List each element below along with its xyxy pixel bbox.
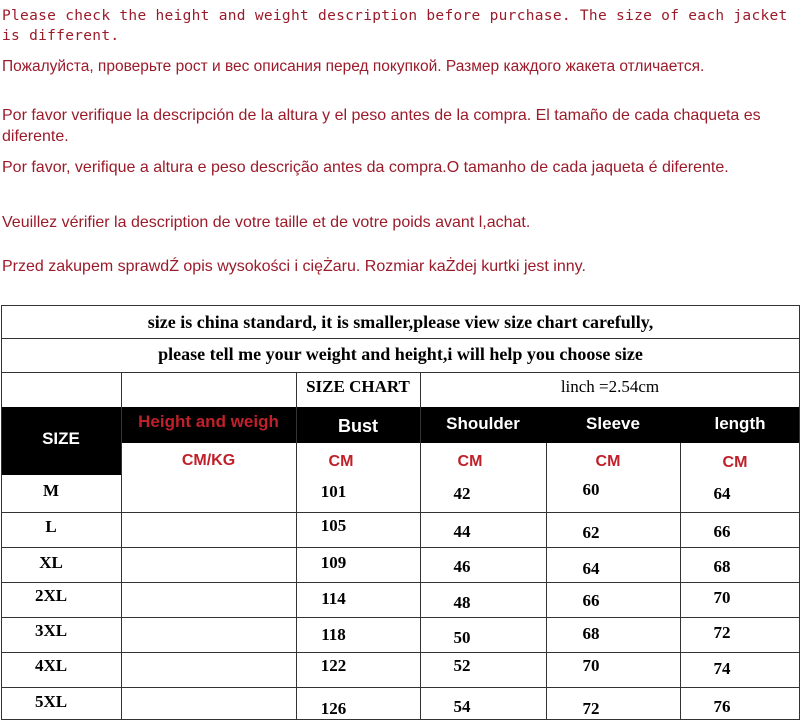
cell-shoulder: 46 (453, 557, 471, 576)
cell-length: 64 (713, 484, 731, 503)
header-height-weight-unit: CM/KG (181, 452, 236, 469)
purchase-notice (0, 0, 801, 300)
cell-size: 4XL (34, 656, 68, 675)
cell-sleeve: 62 (582, 523, 600, 542)
cell-length: 68 (713, 557, 731, 576)
cell-length: 66 (713, 522, 731, 541)
row-divider (1, 652, 800, 653)
cell-shoulder: 42 (453, 484, 471, 503)
cell-shoulder: 54 (453, 697, 471, 716)
cell-length: 76 (713, 697, 731, 716)
inch-conversion-note: linch =2.54cm (560, 377, 660, 396)
row-divider (1, 687, 800, 688)
row-divider (1, 547, 800, 548)
cell-shoulder: 50 (453, 628, 471, 647)
cell-bust: 126 (320, 699, 347, 718)
cell-size: M (42, 481, 60, 500)
cell-length: 72 (713, 623, 731, 642)
cell-length: 70 (713, 588, 731, 607)
cell-bust: 109 (320, 553, 347, 572)
cell-size: 5XL (34, 692, 68, 711)
notice-spanish: Por favor verifique la descripción de la altura y el peso antes de la compra. El tamaño de cada chaqueta es diferente. (2, 107, 766, 145)
cell-shoulder: 52 (453, 656, 471, 675)
cell-shoulder: 48 (453, 593, 471, 612)
header-shoulder-unit: CM (457, 453, 483, 470)
cell-length: 74 (713, 659, 731, 678)
header-bust-unit: CM (328, 453, 354, 470)
notice-portuguese: Por favor, verifique a altura e peso descrição antes da compra.O tamanho de cada jaqueta é diferente. (2, 159, 729, 176)
cell-bust: 101 (320, 482, 347, 501)
cell-size: 2XL (34, 586, 68, 605)
cell-sleeve: 60 (582, 480, 600, 499)
table-intro-row-1 (1, 305, 800, 339)
cell-bust: 118 (321, 625, 346, 644)
notice-english: Please check the height and weight description before purchase. The size of each jacket is different. (2, 8, 797, 44)
table-intro-row-2 (1, 339, 800, 373)
cell-size: L (45, 517, 57, 536)
header-size: SIZE (42, 429, 80, 448)
cell-sleeve: 66 (582, 591, 600, 610)
size-chart-table (0, 305, 801, 720)
header-sleeve: Sleeve (586, 414, 640, 433)
notice-polish: Przed zakupem sprawdŹ opis wysokości i cięŻaru. Rozmiar kaŻdej kurtki jest inny. (2, 258, 586, 275)
cell-sleeve: 68 (582, 624, 600, 643)
header-length: length (714, 414, 766, 433)
cell-shoulder: 44 (453, 522, 471, 541)
notice-french: Veuillez vérifier la description de votre taille et de votre poids avant l,achat. (2, 214, 531, 231)
row-divider (1, 512, 800, 513)
table-border-right (799, 372, 800, 720)
size-chart-label: SIZE CHART (306, 377, 410, 396)
cell-sleeve: 72 (582, 699, 600, 718)
cell-sleeve: 70 (582, 656, 600, 675)
intro-line-1: size is china standard, it is smaller,please view size chart carefully, (147, 312, 654, 332)
header-bust: Bust (338, 416, 378, 436)
cell-bust: 114 (321, 589, 346, 608)
header-sleeve-unit: CM (595, 453, 621, 470)
column-divider (121, 372, 122, 720)
row-divider (1, 582, 800, 583)
header-height-weight: Height and weigh (138, 412, 279, 431)
cell-size: 3XL (34, 621, 68, 640)
cell-size: XL (39, 553, 63, 572)
cell-bust: 105 (320, 516, 347, 535)
cell-bust: 122 (320, 656, 347, 675)
header-shoulder: Shoulder (446, 414, 520, 433)
intro-line-2: please tell me your weight and height,i will help you choose size (158, 344, 643, 364)
notice-russian: Пожалуйста, проверьте рост и вес описания перед покупкой. Размер каждого жакета отличается. (2, 58, 705, 75)
cell-sleeve: 64 (582, 559, 600, 578)
row-divider (1, 617, 800, 618)
header-length-unit: CM (722, 454, 748, 471)
